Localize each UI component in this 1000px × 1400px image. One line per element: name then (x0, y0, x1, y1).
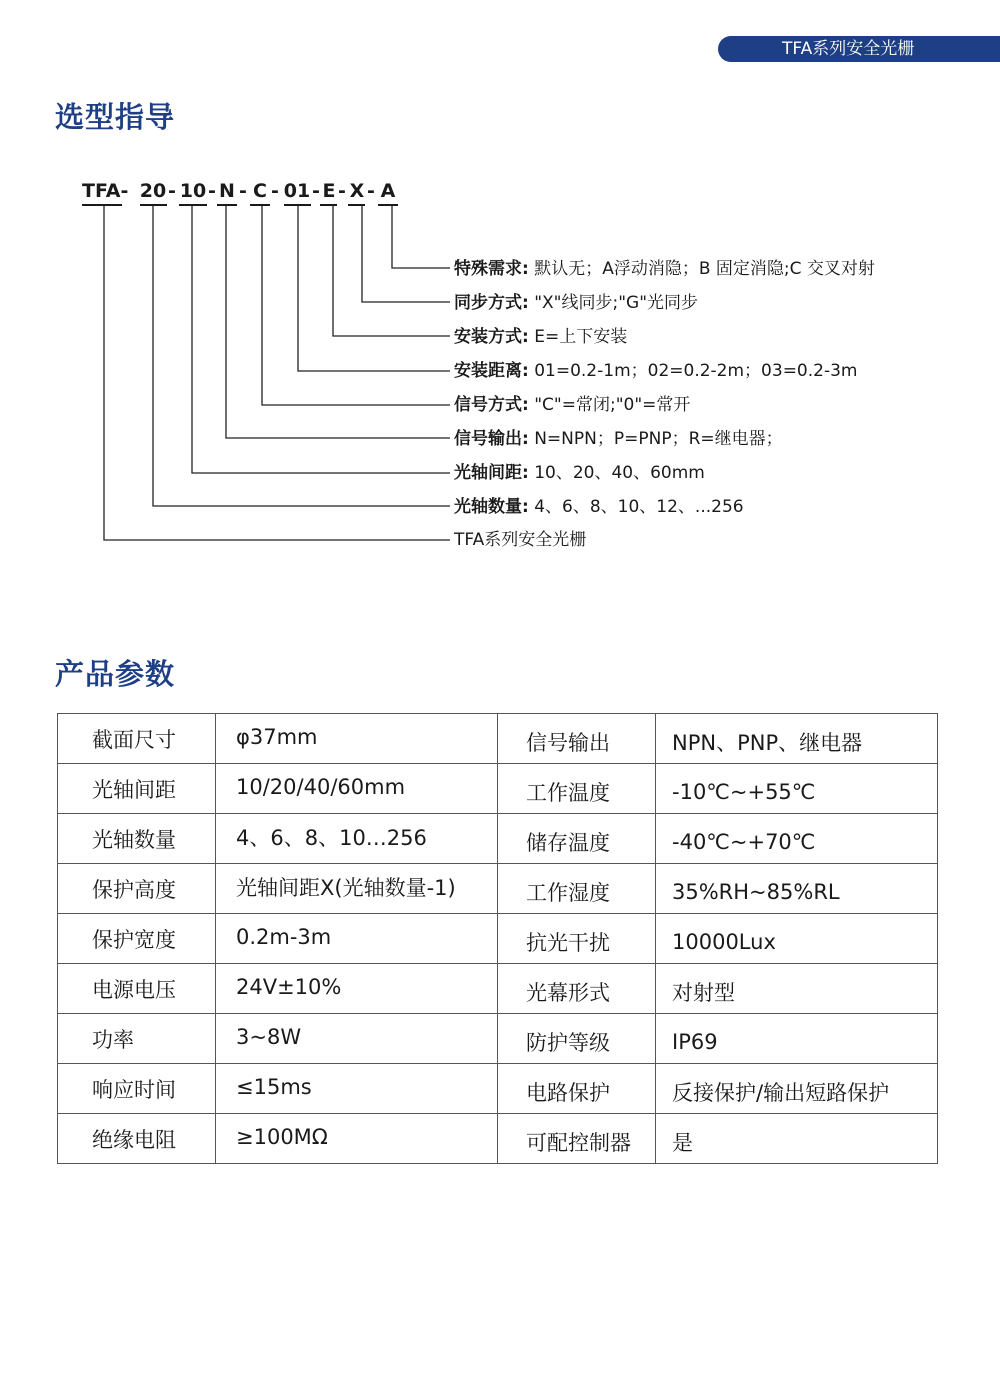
param-value: 0.2m-3m (216, 914, 498, 964)
selection-item-count: 光轴数量: 4、6、8、10、12、...256 (454, 497, 744, 517)
param-label: 保护宽度 (58, 914, 216, 964)
selection-item-pitch: 光轴间距: 10、20、40、60mm (454, 463, 705, 483)
selection-item-special: 特殊需求: 默认无；A浮动消隐；B 固定消隐;C 交叉对射 (454, 259, 875, 279)
param-label: 抗光干扰 (498, 914, 656, 964)
param-label: 可配控制器 (498, 1114, 656, 1164)
param-label: 工作湿度 (498, 864, 656, 914)
param-value: 3~8W (216, 1014, 498, 1064)
param-label: 防护等级 (498, 1014, 656, 1064)
code-seg-special: A (380, 180, 396, 202)
code-seg-distance: 01 (283, 180, 311, 202)
code-sep: - (367, 180, 375, 202)
code-sep: - (312, 180, 320, 202)
selection-item-series: TFA系列安全光栅 (454, 530, 587, 550)
param-label: 光幕形式 (498, 964, 656, 1014)
param-value: 反接保护/输出短路保护 (656, 1064, 938, 1114)
code-seg-pitch: 10 (179, 180, 207, 202)
code-sep: - (168, 180, 176, 202)
table-row (58, 1114, 938, 1164)
table-row (58, 814, 938, 864)
code-seg-mount: E (322, 180, 336, 202)
selection-item-distance: 安装距离: 01=0.2-1m；02=0.2-2m；03=0.2-3m (454, 361, 858, 381)
param-value: 对射型 (656, 964, 938, 1014)
param-value: ≤15ms (216, 1064, 498, 1114)
param-label: 绝缘电阻 (58, 1114, 216, 1164)
code-sep: - (271, 180, 279, 202)
param-value: 35%RH~85%RL (656, 864, 938, 914)
code-seg-count: 20 (139, 180, 167, 202)
selection-item-signal-output: 信号输出: N=NPN；P=PNP；R=继电器； (454, 429, 783, 449)
param-label: 截面尺寸 (58, 714, 216, 764)
code-seg-prefix: TFA- (82, 180, 129, 202)
table-row (58, 1014, 938, 1064)
param-value: 24V±10% (216, 964, 498, 1014)
param-label: 工作温度 (498, 764, 656, 814)
param-value: -40℃~+70℃ (656, 814, 938, 864)
code-sep: - (338, 180, 346, 202)
param-label: 保护高度 (58, 864, 216, 914)
param-label: 光轴数量 (58, 814, 216, 864)
table-row (58, 1064, 938, 1114)
code-seg-output: N (219, 180, 235, 202)
param-label: 储存温度 (498, 814, 656, 864)
param-label: 信号输出 (498, 714, 656, 764)
table-row (58, 764, 938, 814)
product-params-title: 产品参数 (55, 657, 176, 691)
param-value: 4、6、8、10…256 (216, 814, 498, 864)
param-label: 响应时间 (58, 1064, 216, 1114)
code-seg-signal: C (253, 180, 267, 202)
selection-item-signal-mode: 信号方式: "C"=常闭;"0"=常开 (454, 395, 691, 415)
param-label: 光轴间距 (58, 764, 216, 814)
param-value: NPN、PNP、继电器 (656, 714, 938, 764)
code-sep: - (208, 180, 216, 202)
series-tag: TFA系列安全光栅 (718, 36, 1000, 62)
param-label: 电源电压 (58, 964, 216, 1014)
table-row (58, 914, 938, 964)
param-value: ≥100MΩ (216, 1114, 498, 1164)
selection-item-mount: 安装方式: E=上下安装 (454, 327, 628, 347)
param-value: -10℃~+55℃ (656, 764, 938, 814)
code-sep: - (239, 180, 247, 202)
param-value: 10000Lux (656, 914, 938, 964)
selection-item-sync: 同步方式: "X"线同步;"G"光同步 (454, 293, 699, 313)
param-label: 电路保护 (498, 1064, 656, 1114)
table-row (58, 964, 938, 1014)
param-value: IP69 (656, 1014, 938, 1064)
code-seg-sync: X (349, 180, 365, 202)
param-value: 10/20/40/60mm (216, 764, 498, 814)
selection-guide-title: 选型指导 (55, 100, 176, 134)
param-label: 功率 (58, 1014, 216, 1064)
param-value: φ37mm (216, 714, 498, 764)
param-value: 是 (656, 1114, 938, 1164)
params-table (57, 713, 938, 1164)
table-row (58, 864, 938, 914)
param-value: 光轴间距X(光轴数量-1) (216, 864, 498, 914)
table-row (58, 714, 938, 764)
